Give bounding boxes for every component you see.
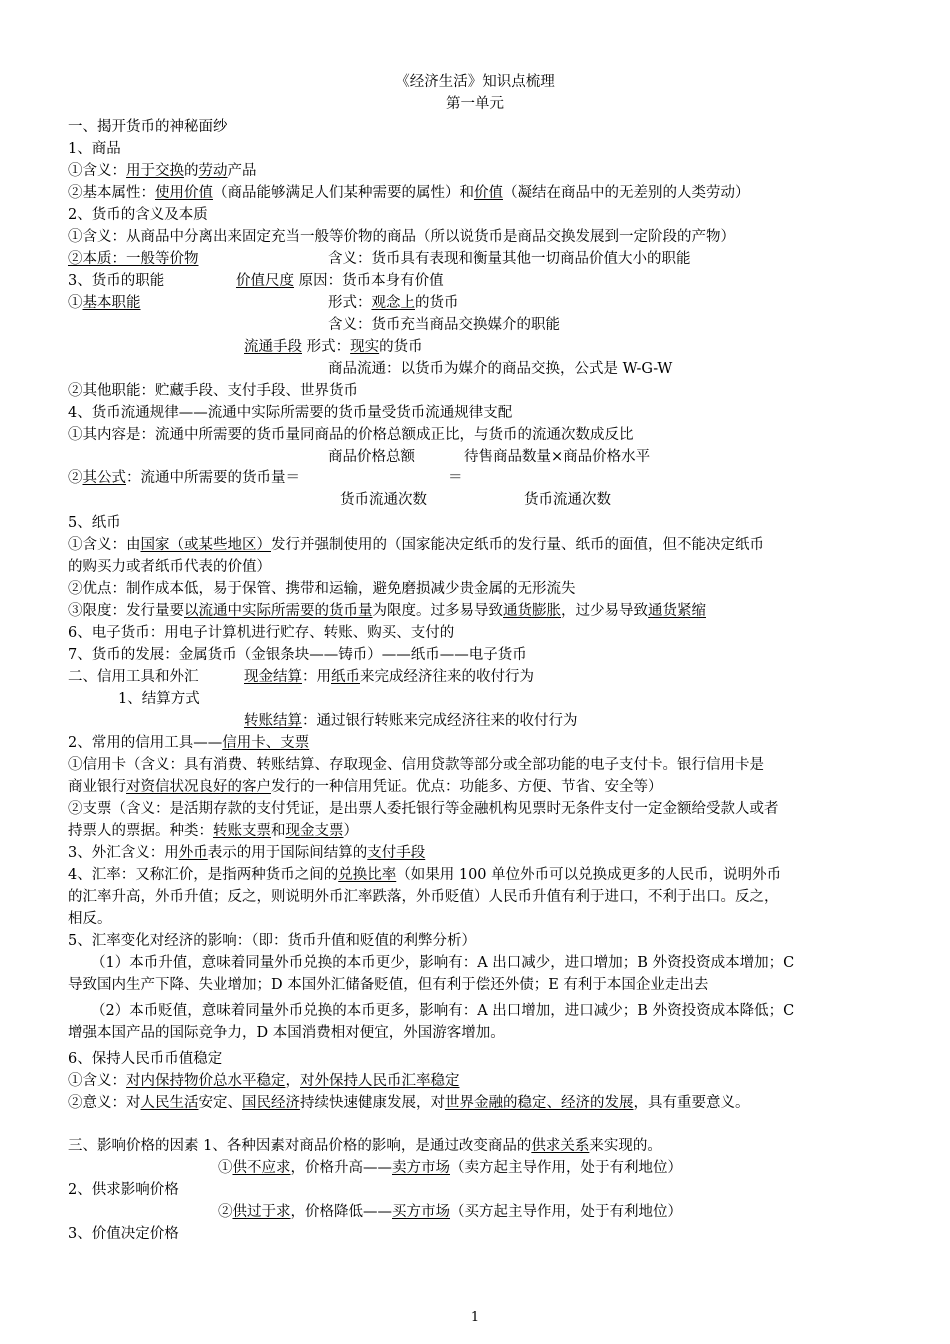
underlined-term: ②本质：一般等价物	[68, 251, 199, 267]
text-line	[68, 975, 708, 995]
text-segment: ①	[68, 295, 83, 311]
text-line	[328, 447, 415, 467]
text-segment: 一、揭开货币的神秘面纱	[68, 119, 228, 135]
text-segment: 1、商品	[68, 141, 121, 157]
underlined-term: 其公式	[82, 470, 126, 486]
text-segment: 4、货币流通规律——流通中实际所需要的货币量受货币流通规律支配	[68, 405, 513, 421]
underlined-term: 国民经济	[242, 1095, 300, 1111]
underlined-term: 用于交换	[126, 163, 184, 179]
underlined-term: 使用价值	[155, 185, 213, 201]
text-line	[68, 821, 358, 841]
text-segment: 3、货币的职能	[68, 273, 165, 289]
text-segment: ，	[285, 1073, 300, 1089]
text-segment: ①信用卡（含义：具有消费、转账结算、存取现金、信用贷款等部分或全部功能的电子支付卡。银行信用卡是	[68, 757, 764, 773]
text-line	[68, 1049, 222, 1069]
underlined-term: 卖方市场	[392, 1160, 450, 1176]
underlined-term: 基本职能	[82, 295, 141, 311]
underlined-term: 通货紧缩	[648, 603, 706, 619]
text-line	[68, 293, 141, 313]
text-segment: 和	[271, 823, 286, 839]
text-segment: 的	[184, 163, 199, 179]
page-number: 1	[470, 1310, 480, 1325]
underlined-term: 外币	[178, 845, 208, 861]
text-segment: ②基本属性：	[68, 185, 155, 201]
text-line	[68, 161, 257, 181]
text-segment: ，价格降低——	[290, 1204, 392, 1220]
text-segment: 货币流通次数	[524, 492, 611, 508]
text-line	[218, 1202, 682, 1222]
text-line	[218, 1158, 682, 1178]
text-segment: （凝结在商品中的无差别的人类劳动）	[503, 185, 750, 201]
text-segment: （卖方起主导作用，处于有利地位）	[450, 1160, 682, 1176]
text-segment: 形式：	[328, 295, 372, 311]
underlined-term: 国家（或某些地区）	[140, 537, 271, 553]
text-line	[68, 865, 781, 885]
text-segment: 6、电子货币：用电子计算机进行贮存、转账、购买、支付的	[68, 625, 455, 641]
text-segment: ②支票（含义：是活期存款的支付凭证，是出票人委托银行等金融机构见票时无条件支付一定金额给受款人或者	[68, 801, 779, 817]
underlined-term: 供过于求	[232, 1204, 291, 1220]
underlined-term: 现实	[350, 339, 380, 355]
text-segment: 导致国内生产下降、失业增加；D 本国外汇储备贬值，但有利于偿还外债；E 有利于本国企业走出去	[68, 977, 709, 993]
text-segment: 含义：货币充当商品交换媒介的职能	[328, 317, 560, 333]
text-line	[68, 1136, 662, 1156]
text-line	[68, 843, 425, 863]
text-segment: 5、纸币	[68, 515, 121, 531]
text-segment: 3、价值决定价格	[68, 1226, 179, 1242]
text-line	[236, 271, 444, 291]
text-segment: 三、影响价格的因素 1、各种因素对商品价格的影响，是通过改变商品的	[68, 1138, 532, 1154]
text-segment: ①含义：	[68, 1073, 126, 1089]
text-segment: 安定、	[198, 1095, 242, 1111]
text-segment: 增强本国产品的国际竞争力，D 本国消费相对便宜，外国游客增加。	[68, 1025, 505, 1041]
underlined-term: 买方市场	[392, 1204, 450, 1220]
text-segment: （2）本币贬值，意味着同量外币兑换的本币更多，影响有：A 出口增加，进口减少；B 外资投资成本降低；C	[91, 1003, 795, 1019]
text-line	[464, 447, 650, 467]
text-segment: 含义：货币具有表现和衡量其他一切商品价值大小的职能	[328, 251, 691, 267]
text-line	[68, 183, 750, 203]
text-segment: ：用	[302, 669, 331, 685]
text-segment: ①含义：从商品中分离出来固定充当一般等价物的商品（所以说货币是商品交换发展到一定阶段的产物）	[68, 229, 735, 245]
text-segment: 1、结算方式	[118, 691, 200, 707]
text-segment: 商业银行	[68, 779, 126, 795]
text-line	[68, 755, 764, 775]
text-segment: ②意义：对	[68, 1095, 141, 1111]
underlined-term: 供求关系	[531, 1138, 590, 1154]
text-line	[328, 359, 672, 379]
text-segment: ②其他职能：贮藏手段、支付手段、世界货币	[68, 383, 358, 399]
text-line	[68, 777, 663, 797]
underlined-term: 支付手段	[367, 845, 426, 861]
text-line	[68, 623, 454, 643]
text-segment: 发行的一种信用凭证。优点：功能多、方便、节省、安全等）	[271, 779, 663, 795]
text-segment: ，价格升高——	[290, 1160, 392, 1176]
text-segment: ②	[218, 1204, 233, 1220]
text-line	[68, 249, 199, 269]
text-segment: 表示的用于国际间结算的	[207, 845, 368, 861]
text-segment: ②	[68, 470, 83, 486]
text-line	[68, 1093, 750, 1113]
text-segment: 3、外汇含义：用	[68, 845, 179, 861]
text-line	[91, 953, 794, 973]
underlined-term: 兑换比率	[338, 867, 397, 883]
text-segment: 的货币	[379, 339, 423, 355]
text-line	[244, 667, 534, 687]
text-line	[68, 733, 309, 753]
text-segment: ②优点：制作成本低，易于保管、携带和运输，避免磨损减少贵金属的无形流失	[68, 581, 576, 597]
text-segment: 5、汇率变化对经济的影响：（即：货币升值和贬值的利弊分析）	[68, 933, 476, 949]
text-segment: （如果用 100 单位外币可以兑换成更多的人民币，说明外币	[396, 867, 782, 883]
text-segment: 持续快速健康发展，对	[300, 1095, 445, 1111]
document-title: 《经济生活》知识点梳理	[395, 74, 555, 90]
underlined-term: 观念上	[371, 295, 415, 311]
text-segment: （1）本币升值，意味着同量外币兑换的本币更少，影响有：A 出口减少，进口增加；B 外资投资成本增加；C	[91, 955, 795, 971]
text-segment: ③限度：发行量要	[68, 603, 184, 619]
text-line	[328, 315, 560, 335]
text-line	[340, 490, 427, 510]
text-line	[68, 381, 358, 401]
text-line	[118, 689, 200, 709]
text-line	[328, 249, 691, 269]
text-segment: 产品	[227, 163, 257, 179]
text-segment: 形式：	[302, 339, 351, 355]
underlined-term: 信用卡、支票	[222, 735, 310, 751]
text-segment: 2、货币的含义及本质	[68, 207, 208, 223]
text-segment: （商品能够满足人们某种需要的属性）和	[213, 185, 474, 201]
text-line	[68, 227, 735, 247]
text-line	[68, 425, 634, 445]
text-line	[68, 205, 208, 225]
text-line	[68, 535, 764, 555]
text-line	[68, 139, 121, 159]
text-segment: ：通过银行转账来完成经济往来的收付行为	[302, 713, 578, 729]
text-line	[68, 468, 300, 488]
text-line	[448, 468, 463, 488]
text-line	[68, 799, 779, 819]
text-line	[68, 931, 476, 951]
text-segment: ①其内容是：流通中所需要的货币量同商品的价格总额成正比，与货币的流通次数成反比	[68, 427, 634, 443]
underlined-term: 现金支票	[285, 823, 344, 839]
text-line	[68, 645, 527, 665]
text-segment: 2、常用的信用工具——	[68, 735, 223, 751]
text-segment: 的货币	[415, 295, 459, 311]
text-segment: ）	[343, 823, 358, 839]
text-line	[68, 117, 228, 137]
unit-heading: 第一单元	[446, 96, 504, 112]
text-line	[68, 271, 164, 291]
text-segment: 货币流通次数	[340, 492, 427, 508]
text-segment: 发行并强制使用的（国家能决定纸币的发行量、纸币的面值，但不能决定纸币	[271, 537, 764, 553]
text-segment: ，过少易导致	[561, 603, 648, 619]
underlined-term: 世界金融的稳定、经济的发展	[445, 1095, 634, 1111]
underlined-term: 人民生活	[140, 1095, 199, 1111]
underlined-term: 供不应求	[232, 1160, 291, 1176]
text-segment: 二、信用工具和外汇	[68, 669, 199, 685]
text-segment: ①含义：	[68, 163, 126, 179]
text-line	[328, 293, 459, 313]
text-segment: 7、货币的发展：金属货币（金银条块——铸币）——纸币——电子货币	[68, 647, 527, 663]
underlined-term: 对资信状况良好的客户	[126, 779, 271, 795]
text-segment: 商品流通：以货币为媒介的商品交换，公式是 W-G-W	[328, 361, 673, 377]
text-line	[68, 667, 199, 687]
text-line	[68, 579, 576, 599]
text-segment: 原因：货币本身有价值	[294, 273, 444, 289]
text-segment: 6、保持人民币币值稳定	[68, 1051, 223, 1067]
text-line	[68, 513, 121, 533]
text-segment: ：流通中所需要的货币量＝	[126, 470, 300, 486]
text-line	[244, 711, 578, 731]
text-segment: 来实现的。	[589, 1138, 662, 1154]
underlined-term: 价值尺度	[236, 273, 294, 289]
text-line	[68, 1023, 505, 1043]
underlined-term: 对外保持人民币汇率稳定	[300, 1073, 460, 1089]
underlined-term: 劳动	[198, 163, 228, 179]
underlined-term: 转账结算	[244, 713, 302, 729]
text-segment: 商品价格总额	[328, 449, 415, 465]
underlined-term: 价值	[474, 185, 503, 201]
text-segment: ，具有重要意义。	[633, 1095, 750, 1111]
text-line	[524, 490, 611, 510]
text-segment: 来完成经济往来的收付行为	[360, 669, 534, 685]
text-line	[68, 601, 706, 621]
text-segment: 为限度。过多易导致	[372, 603, 503, 619]
underlined-term: 纸币	[331, 669, 360, 685]
underlined-term: 流通手段	[244, 339, 302, 355]
text-segment: 的购买力或者纸币代表的价值）	[68, 559, 271, 575]
text-line	[68, 1224, 179, 1244]
text-segment: 相反。	[68, 911, 112, 927]
underlined-term: 对内保持物价总水平稳定	[126, 1073, 286, 1089]
text-segment: 4、汇率：又称汇价，是指两种货币之间的	[68, 867, 339, 883]
text-segment: ①含义：由	[68, 537, 141, 553]
text-line	[244, 337, 423, 357]
text-segment: ①	[218, 1160, 233, 1176]
text-line	[68, 557, 271, 577]
text-segment: （买方起主导作用，处于有利地位）	[450, 1204, 682, 1220]
text-segment: ＝	[448, 470, 463, 486]
text-segment: 待售商品数量×商品价格水平	[464, 449, 651, 465]
text-line	[68, 1180, 179, 1200]
text-line	[68, 909, 112, 929]
text-line	[91, 1001, 794, 1021]
text-line	[68, 887, 779, 907]
text-segment: 持票人的票据。种类：	[68, 823, 213, 839]
underlined-term: 以流通中实际所需要的货币量	[184, 603, 373, 619]
underlined-term: 通货膨胀	[503, 603, 561, 619]
underlined-term: 转账支票	[213, 823, 271, 839]
text-line	[68, 403, 512, 423]
text-line	[68, 1071, 460, 1091]
text-segment: 2、供求影响价格	[68, 1182, 179, 1198]
text-segment: 的汇率升高，外币升值；反之，则说明外币汇率跌落，外币贬值）人民币升值有利于进口，不利于出口。反之，	[68, 889, 779, 905]
underlined-term: 现金结算	[244, 669, 302, 685]
